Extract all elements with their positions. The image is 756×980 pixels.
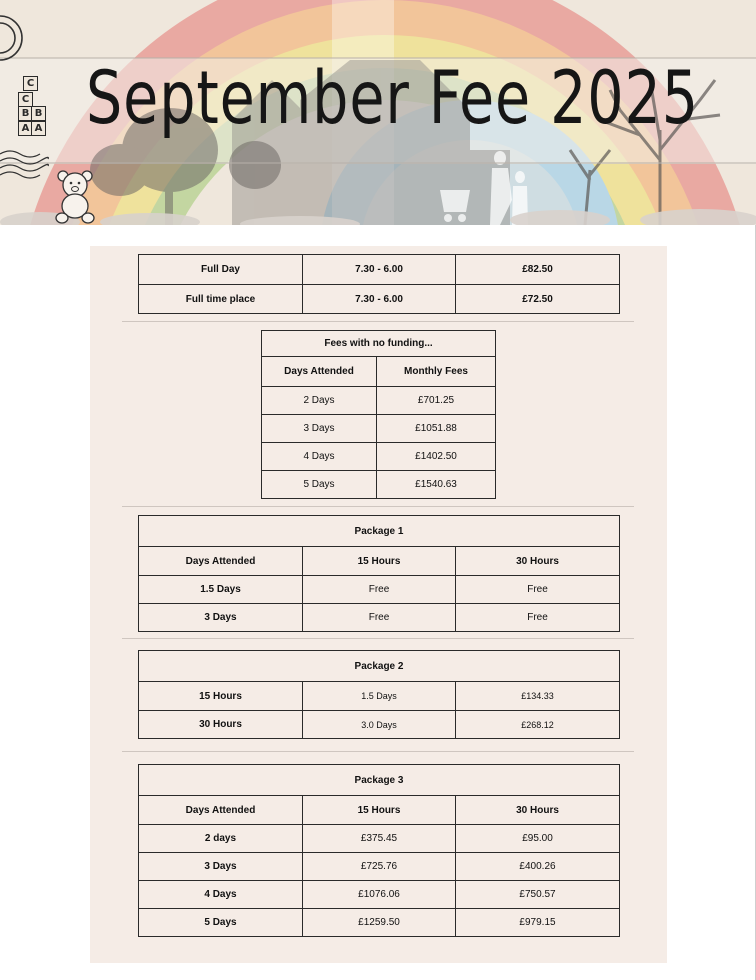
table-row <box>139 881 620 909</box>
block-letter: A <box>18 121 33 136</box>
section-divider <box>122 751 634 752</box>
price-cell: £268.12 <box>456 711 620 739</box>
table-row <box>262 415 496 443</box>
days-cell: 5 Days <box>139 909 303 937</box>
table-row <box>139 682 620 711</box>
h30-cell: £979.15 <box>456 909 620 937</box>
days-cell: 4 Days <box>139 881 303 909</box>
rate-label: Full time place <box>139 285 303 314</box>
package2-table <box>138 650 620 739</box>
h30-cell: Free <box>456 604 620 632</box>
days-cell: 3 Days <box>139 604 303 632</box>
package3-table <box>138 764 620 937</box>
column-header: 15 Hours <box>303 547 456 576</box>
column-header: Days Attended <box>262 357 377 387</box>
fee-cell: £1540.63 <box>377 471 496 499</box>
table-header-row <box>262 357 496 387</box>
days-cell: 3.0 Days <box>303 711 456 739</box>
days-cell: 5 Days <box>262 471 377 499</box>
postmark-wave-icon <box>0 150 50 184</box>
days-cell: 2 Days <box>262 387 377 415</box>
table-row <box>139 576 620 604</box>
table-row <box>262 443 496 471</box>
table-row <box>139 604 620 632</box>
page-title: September Fee 2025 <box>86 56 699 141</box>
table-row <box>139 853 620 881</box>
block-letter: C <box>18 92 33 107</box>
table-row <box>139 255 620 285</box>
h30-cell: £750.57 <box>456 881 620 909</box>
days-cell: 3 Days <box>139 853 303 881</box>
no-funding-caption: Fees with no funding... <box>262 331 496 357</box>
table-header-row <box>139 547 620 576</box>
section-divider <box>122 321 634 322</box>
rates-table <box>138 254 620 314</box>
concentric-circle-icon <box>0 10 26 66</box>
section-divider <box>122 506 634 507</box>
table-row <box>262 471 496 499</box>
table-title-row <box>139 765 620 796</box>
block-letter: A <box>31 121 46 136</box>
h15-cell: Free <box>303 576 456 604</box>
table-row <box>139 909 620 937</box>
price-cell: £134.33 <box>456 682 620 711</box>
fee-cell: £701.25 <box>377 387 496 415</box>
fee-panel <box>90 246 667 963</box>
fee-cell: £1402.50 <box>377 443 496 471</box>
h15-cell: £1259.50 <box>303 909 456 937</box>
days-cell: 1.5 Days <box>303 682 456 711</box>
table-title-row <box>139 516 620 547</box>
table-row <box>139 711 620 739</box>
h15-cell: £725.76 <box>303 853 456 881</box>
column-header: 30 Hours <box>456 547 620 576</box>
table-row <box>139 285 620 314</box>
package1-table <box>138 515 620 632</box>
days-cell: 3 Days <box>262 415 377 443</box>
rate-price: £72.50 <box>456 285 620 314</box>
package-title: Package 3 <box>139 765 620 796</box>
table-row <box>262 387 496 415</box>
h15-cell: Free <box>303 604 456 632</box>
table-header-row <box>139 796 620 825</box>
column-header: Days Attended <box>139 547 303 576</box>
hours-cell: 30 Hours <box>139 711 303 739</box>
fee-cell: £1051.88 <box>377 415 496 443</box>
h15-cell: £1076.06 <box>303 881 456 909</box>
rate-label: Full Day <box>139 255 303 285</box>
package-title: Package 1 <box>139 516 620 547</box>
block-letter: B <box>18 106 33 121</box>
teddy-bear-icon <box>54 168 98 224</box>
table-title-row <box>139 651 620 682</box>
hours-cell: 15 Hours <box>139 682 303 711</box>
h30-cell: Free <box>456 576 620 604</box>
days-cell: 2 days <box>139 825 303 853</box>
header-banner <box>0 0 756 225</box>
rate-price: £82.50 <box>456 255 620 285</box>
no-funding-table <box>261 330 496 499</box>
section-divider <box>122 638 634 639</box>
package-title: Package 2 <box>139 651 620 682</box>
days-cell: 4 Days <box>262 443 377 471</box>
column-header: Days Attended <box>139 796 303 825</box>
column-header: Monthly Fees <box>377 357 496 387</box>
block-letter: C <box>23 76 38 91</box>
days-cell: 1.5 Days <box>139 576 303 604</box>
h15-cell: £375.45 <box>303 825 456 853</box>
h30-cell: £400.26 <box>456 853 620 881</box>
table-caption-row <box>262 331 496 357</box>
column-header: 30 Hours <box>456 796 620 825</box>
rate-time: 7.30 - 6.00 <box>303 285 456 314</box>
h30-cell: £95.00 <box>456 825 620 853</box>
block-letter: B <box>31 106 46 121</box>
column-header: 15 Hours <box>303 796 456 825</box>
table-row <box>139 825 620 853</box>
rate-time: 7.30 - 6.00 <box>303 255 456 285</box>
